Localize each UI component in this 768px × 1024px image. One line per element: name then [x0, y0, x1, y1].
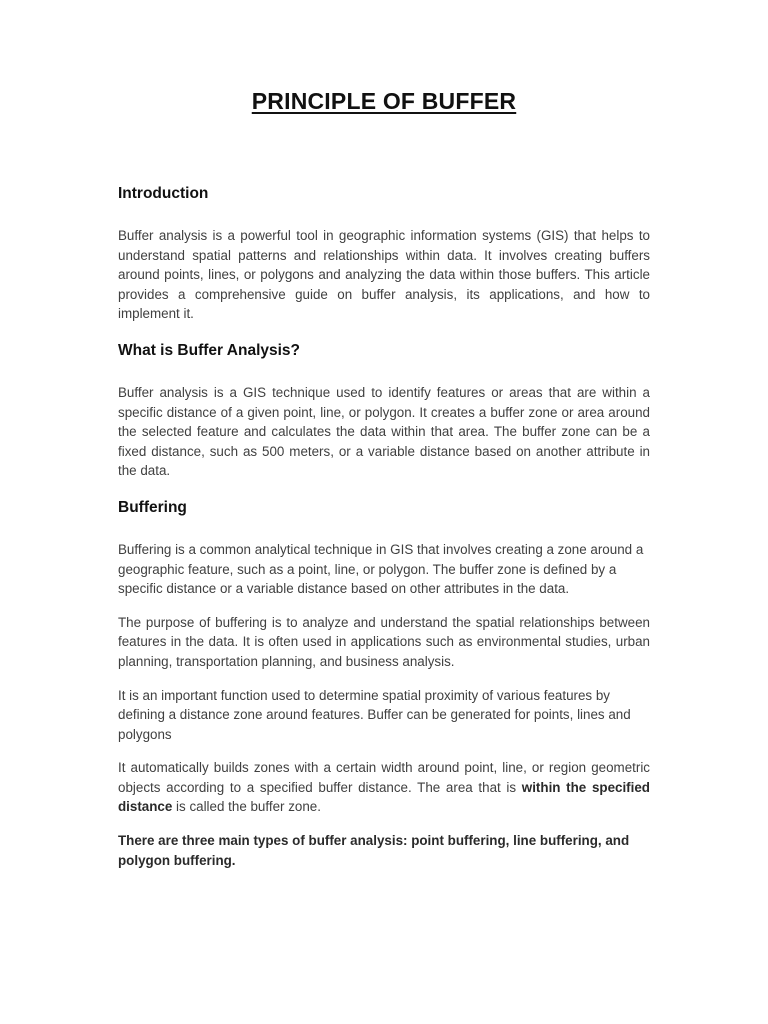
- buffering-heading: Buffering: [118, 498, 187, 516]
- introduction-heading: Introduction: [118, 185, 209, 202]
- buffering-paragraph-1: Buffering is a common analytical technique in GIS that involves creating a zone around a geographic feature, such as a point, line, or polygon. The buffer zone is defined by a specific distance or a variable distance based on other attributes in the data.: [118, 541, 644, 597]
- buffering-paragraph-4-bold: within the specified distance: [118, 779, 650, 815]
- buffering-paragraph-2: The purpose of buffering is to analyze and understand the spatial relationships between features in the data. It is often used in applications such as environmental studies, urban planning, transportation planning, and business analysis.: [118, 614, 650, 669]
- introduction-paragraph: Buffer analysis is a powerful tool in geographic information systems (GIS) that helps to understand spatial patterns and relationships within data. It involves creating buffers around points, lines, or polygons and analyzing the data within those buffers. This article provides a comprehensive guide on buffer analysis, its applications, and how to implement it.: [118, 228, 650, 322]
- document-page: [118, 88, 650, 884]
- document-title: PRINCIPLE OF BUFFER: [251, 88, 517, 114]
- buffering-paragraph-3: It is an important function used to determine spatial proximity of various features by defining a distance zone around features. Buffer can be generated for points, lines and polygons: [118, 687, 631, 742]
- buffer-types-paragraph: There are three main types of buffer analysis: point buffering, line buffering, and polygon buffering.: [118, 833, 630, 868]
- what-is-buffer-analysis-heading: What is Buffer Analysis?: [118, 341, 301, 359]
- what-is-buffer-analysis-paragraph: Buffer analysis is a GIS technique used to identify features or areas that are within a specific distance of a given point, line, or polygon. It creates a buffer zone or area around the selected feature and calculates the data within that area. The buffer zone can be a fixed distance, such as 500 meters, or a variable distance based on another attribute in the data.: [118, 384, 650, 479]
- buffering-paragraph-4-start: It automatically builds zones with a certain width around point, line, or region geometric objects according to a specified buffer distance. The area that is: [118, 760, 650, 795]
- buffering-paragraph-4-end: is called the buffer zone.: [172, 799, 321, 815]
- buffering-paragraph-4: [118, 758, 650, 817]
